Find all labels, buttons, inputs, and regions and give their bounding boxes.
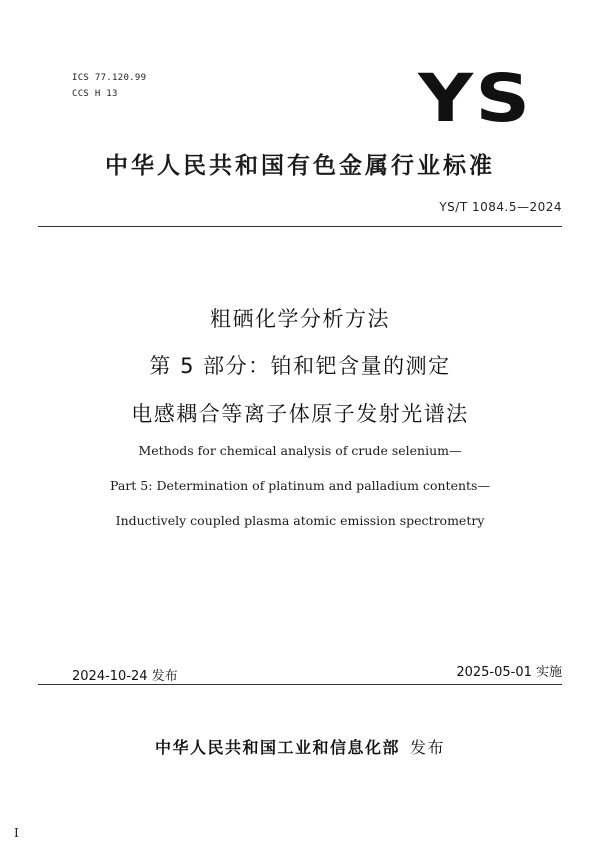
title-cn-line-2: 第 5 部分：铂和钯含量的测定 bbox=[149, 354, 451, 378]
issuer-line bbox=[0, 735, 600, 758]
title-en-line-1: Methods for chemical analysis of crude selenium— bbox=[138, 443, 462, 458]
ccs-code: CCS H 13 bbox=[72, 89, 118, 99]
title-en-line-2: Part 5: Determination of platinum and palladium contents— bbox=[110, 478, 490, 493]
title-cn-line-1: 粗硒化学分析方法 bbox=[210, 307, 390, 331]
issuer-organization: 中华人民共和国工业和信息化部 bbox=[154, 738, 400, 757]
issuer-action: 发布 bbox=[410, 738, 446, 757]
ics-code: ICS 77.120.99 bbox=[72, 73, 147, 83]
title-en-line-3: Inductively coupled plasma atomic emission spectrometry bbox=[115, 513, 485, 528]
footer-divider bbox=[38, 684, 562, 685]
header-divider bbox=[38, 226, 562, 227]
page-number: I bbox=[14, 826, 19, 840]
publish-date: 2024-10-24 发布 bbox=[72, 669, 178, 684]
standard-number: YS/T 1084.5—2024 bbox=[439, 200, 562, 214]
standard-category-title: 中华人民共和国有色金属行业标准 bbox=[105, 153, 495, 179]
ys-logo: YS bbox=[417, 60, 532, 137]
title-cn-line-3: 电感耦合等离子体原子发射光谱法 bbox=[131, 402, 469, 426]
implementation-date: 2025-05-01 实施 bbox=[456, 665, 562, 680]
